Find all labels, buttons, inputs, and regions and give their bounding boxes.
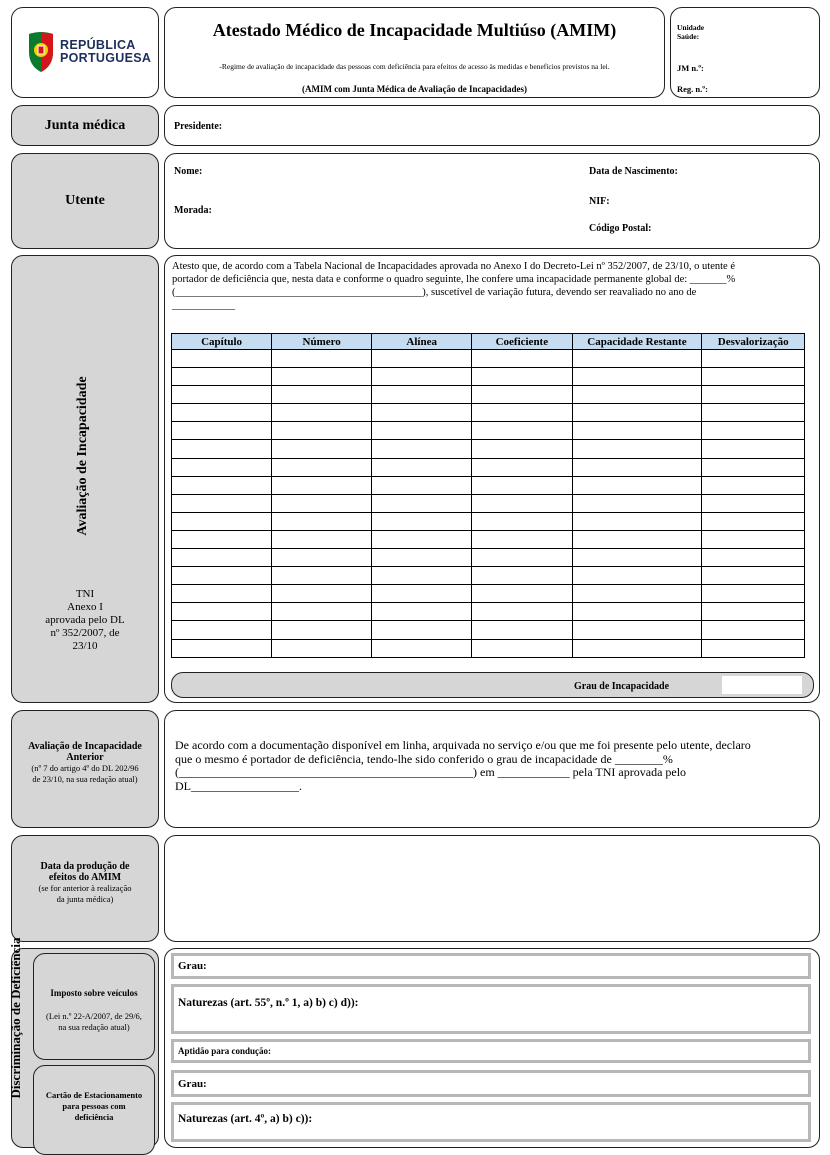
anterior-label-box [11,710,159,828]
table-cell[interactable] [472,386,572,404]
table-cell[interactable] [702,404,805,422]
imposto-label: Imposto sobre veículos [50,988,138,998]
table-cell[interactable] [702,621,805,639]
table-cell[interactable] [702,530,805,548]
grau-field-2[interactable]: Grau: [171,1070,811,1097]
cartao-label-3: deficiência [74,1112,114,1122]
table-cell[interactable] [572,440,702,458]
table-cell[interactable] [702,422,805,440]
junta-medica-label: Junta médica [11,105,159,146]
table-cell[interactable] [372,585,472,603]
table-cell[interactable] [472,350,572,368]
table-row [172,368,805,386]
table-row [172,530,805,548]
grau-incapacidade-label: Grau de Incapacidade [574,681,670,692]
page-subtitle-2: (AMIM com Junta Médica de Avaliação de Incapacidades) [301,84,528,94]
table-cell[interactable] [272,386,372,404]
table-row [172,350,805,368]
table-cell[interactable] [272,530,372,548]
table-cell[interactable] [702,585,805,603]
table-cell[interactable] [272,621,372,639]
avaliacao-text: Atesto que, de acordo com a Tabela Nacional de Incapacidades aprovada no Anexo I do Decreto-Lei nº 352/2007, de 23/10, o utente é portador de deficiência que, nesta data e conforme o quadro seguinte, lhe confere uma incapacidade permanente global de: _______% (_______________________________________________), suscetível de variação futura, devendo ser reavaliado no ano de ____________ [172,261,736,311]
republic-logo-icon [27,30,55,74]
table-cell[interactable] [172,440,272,458]
table-row [172,621,805,639]
table-cell[interactable] [572,603,702,621]
presidente-label: Presidente: [174,121,223,132]
logo-text-1: REPÚBLICA [60,38,136,52]
table-cell[interactable] [272,585,372,603]
col-capitulo: Capítulo [172,334,272,350]
table-row [172,585,805,603]
naturezas-4-field[interactable]: Naturezas (art. 4º, a) b) c)): [171,1102,811,1142]
logo-box [11,7,159,98]
table-cell[interactable] [372,476,472,494]
table-cell[interactable] [272,368,372,386]
table-cell[interactable] [472,512,572,530]
table-cell[interactable] [472,585,572,603]
table-cell[interactable] [372,368,472,386]
table-cell[interactable] [172,494,272,512]
table-row [172,567,805,585]
morada-label: Morada: [174,205,212,216]
table-cell[interactable] [372,404,472,422]
table-cell[interactable] [472,440,572,458]
table-cell[interactable] [572,350,702,368]
avaliacao-vertical-label: Avaliação de Incapacidade [75,376,90,536]
table-cell[interactable] [472,549,572,567]
table-cell[interactable] [372,530,472,548]
table-cell[interactable] [472,603,572,621]
table-cell[interactable] [272,422,372,440]
nif-label: NIF: [589,196,610,207]
table-cell[interactable] [572,368,702,386]
table-cell[interactable] [272,440,372,458]
data-nascimento-label: Data de Nascimento: [589,166,678,177]
table-cell[interactable] [472,422,572,440]
cartao-label-2: para pessoas com [62,1101,126,1111]
table-row [172,386,805,404]
jm-label: JM n.º: [677,63,704,73]
table-cell[interactable] [272,404,372,422]
table-row [172,404,805,422]
table-cell[interactable] [372,603,472,621]
table-cell[interactable] [272,567,372,585]
col-alinea: Alínea [372,334,472,350]
table-cell[interactable] [702,639,805,657]
table-cell[interactable] [472,458,572,476]
producao-box[interactable] [164,835,820,942]
capacity-table [171,333,805,658]
table-cell[interactable] [372,567,472,585]
table-cell[interactable] [372,350,472,368]
discriminacao-label-box [8,937,159,1148]
table-cell[interactable] [272,512,372,530]
table-cell[interactable] [172,621,272,639]
table-cell[interactable] [372,549,472,567]
logo-text-2: PORTUGUESA [60,51,152,65]
table-cell[interactable] [572,512,702,530]
col-desvalorizacao: Desvalorização [702,334,805,350]
table-cell[interactable] [272,458,372,476]
table-cell[interactable] [372,639,472,657]
unidade-saude-label: Unidade Saúde: [677,23,705,41]
anterior-note-1: (nº 7 do artigo 4º do DL 202/96 [31,763,139,773]
table-cell[interactable] [472,567,572,585]
unit-box [670,7,820,98]
table-cell[interactable] [472,530,572,548]
producao-label-1: Data da produção de [40,861,130,872]
table-cell[interactable] [702,549,805,567]
tni-note: TNI Anexo I aprovada pelo DL nº 352/2007, de 23/10 [45,588,125,652]
table-cell[interactable] [172,549,272,567]
table-cell[interactable] [272,350,372,368]
table-cell[interactable] [272,603,372,621]
table-cell[interactable] [172,585,272,603]
table-cell[interactable] [172,350,272,368]
nome-label: Nome: [174,166,203,177]
table-cell[interactable] [172,530,272,548]
table-cell[interactable] [172,603,272,621]
anterior-text: De acordo com a documentação disponível em linha, arquivada no serviço e/ou que me foi presente pelo utente, declaro que o mesmo é portador de deficiência, tendo-lhe sido conferido o grau de incapacidade de ________% (_________________________________________________) em ____________ pela TNI aprovada pelo DL__________________. [175,738,751,793]
anterior-label-1: Avaliação de Incapacidade [28,741,142,752]
table-cell[interactable] [272,494,372,512]
table-cell[interactable] [572,621,702,639]
anterior-label-2: Anterior [66,752,104,763]
table-cell[interactable] [372,422,472,440]
anterior-box [164,710,820,828]
table-cell[interactable] [572,386,702,404]
table-cell[interactable] [702,476,805,494]
col-capacidade-restante: Capacidade Restante [572,334,702,350]
table-cell[interactable] [372,512,472,530]
avaliacao-label-box [11,255,159,703]
table-cell[interactable] [472,621,572,639]
table-cell[interactable] [702,386,805,404]
table-cell[interactable] [702,494,805,512]
table-cell[interactable] [702,567,805,585]
table-cell[interactable] [702,512,805,530]
table-row [172,549,805,567]
table-cell[interactable] [172,422,272,440]
imposto-note-1: (Lei n.º 22-A/2007, de 29/6, [46,1011,142,1021]
table-cell[interactable] [172,512,272,530]
table-cell[interactable] [372,621,472,639]
producao-note-2: da junta médica) [56,894,114,904]
table-cell[interactable] [702,440,805,458]
col-coeficiente: Coeficiente [472,334,572,350]
cartao-label-1: Cartão de Estacionamento [45,1090,143,1100]
table-cell[interactable] [572,585,702,603]
table-cell[interactable] [272,476,372,494]
discriminacao-vertical-label: Discriminação de Deficiência [8,937,23,1099]
table-row [172,458,805,476]
table-cell[interactable] [172,639,272,657]
table-cell[interactable] [172,458,272,476]
table-cell[interactable] [172,567,272,585]
producao-note-1: (se for anterior à realização [38,883,132,893]
table-row [172,639,805,657]
table-cell[interactable] [572,404,702,422]
table-cell[interactable] [572,458,702,476]
table-cell[interactable] [702,350,805,368]
imposto-label-box [33,953,155,1060]
table-cell[interactable] [272,549,372,567]
grau-incapacidade-bar [171,672,814,698]
table-cell[interactable] [572,549,702,567]
table-cell[interactable] [472,404,572,422]
producao-label-box [11,835,159,942]
table-cell[interactable] [702,603,805,621]
table-cell[interactable] [172,368,272,386]
table-row [172,476,805,494]
anterior-note-2: de 23/10, na sua redação atual) [32,774,138,784]
table-cell[interactable] [702,458,805,476]
table-cell[interactable] [372,386,472,404]
reg-label: Reg. n.º: [677,84,708,94]
table-cell[interactable] [172,404,272,422]
col-numero: Número [272,334,372,350]
naturezas-55-field[interactable]: Naturezas (art. 55º, n.º 1, a) b) c) d)): [171,984,811,1034]
utente-label: Utente [11,153,159,249]
table-cell[interactable] [472,476,572,494]
table-row [172,603,805,621]
page-title: Atestado Médico de Incapacidade Multiúso (AMIM) [212,20,617,40]
table-cell[interactable] [372,494,472,512]
page-subtitle: -Regime de avaliação de incapacidade das pessoas com deficiência para efeitos de acesso às medidas e benefícios previstos na lei. [219,62,610,71]
aptidao-field[interactable]: Aptidão para condução: [171,1039,811,1063]
cartao-label-box [33,1065,155,1155]
table-row [172,422,805,440]
table-cell[interactable] [572,639,702,657]
table-cell[interactable] [372,440,472,458]
junta-medica-box [164,105,820,146]
table-row [172,494,805,512]
table-row [172,512,805,530]
table-cell[interactable] [372,458,472,476]
table-cell[interactable] [272,639,372,657]
table-cell[interactable] [572,494,702,512]
table-cell[interactable] [572,567,702,585]
table-cell[interactable] [472,368,572,386]
table-cell[interactable] [172,476,272,494]
table-cell[interactable] [472,494,572,512]
title-box [164,7,665,98]
utente-box [164,153,820,249]
table-cell[interactable] [572,422,702,440]
table-cell[interactable] [702,368,805,386]
table-cell[interactable] [472,639,572,657]
codigo-postal-label: Código Postal: [589,223,652,234]
table-cell[interactable] [572,530,702,548]
grau-incapacidade-field[interactable] [722,676,802,694]
table-cell[interactable] [572,476,702,494]
table-row [172,440,805,458]
producao-label-2: efeitos do AMIM [48,872,122,883]
grau-field-1[interactable]: Grau: [171,953,811,979]
imposto-note-2: na sua redação atual) [58,1022,130,1032]
table-cell[interactable] [172,386,272,404]
